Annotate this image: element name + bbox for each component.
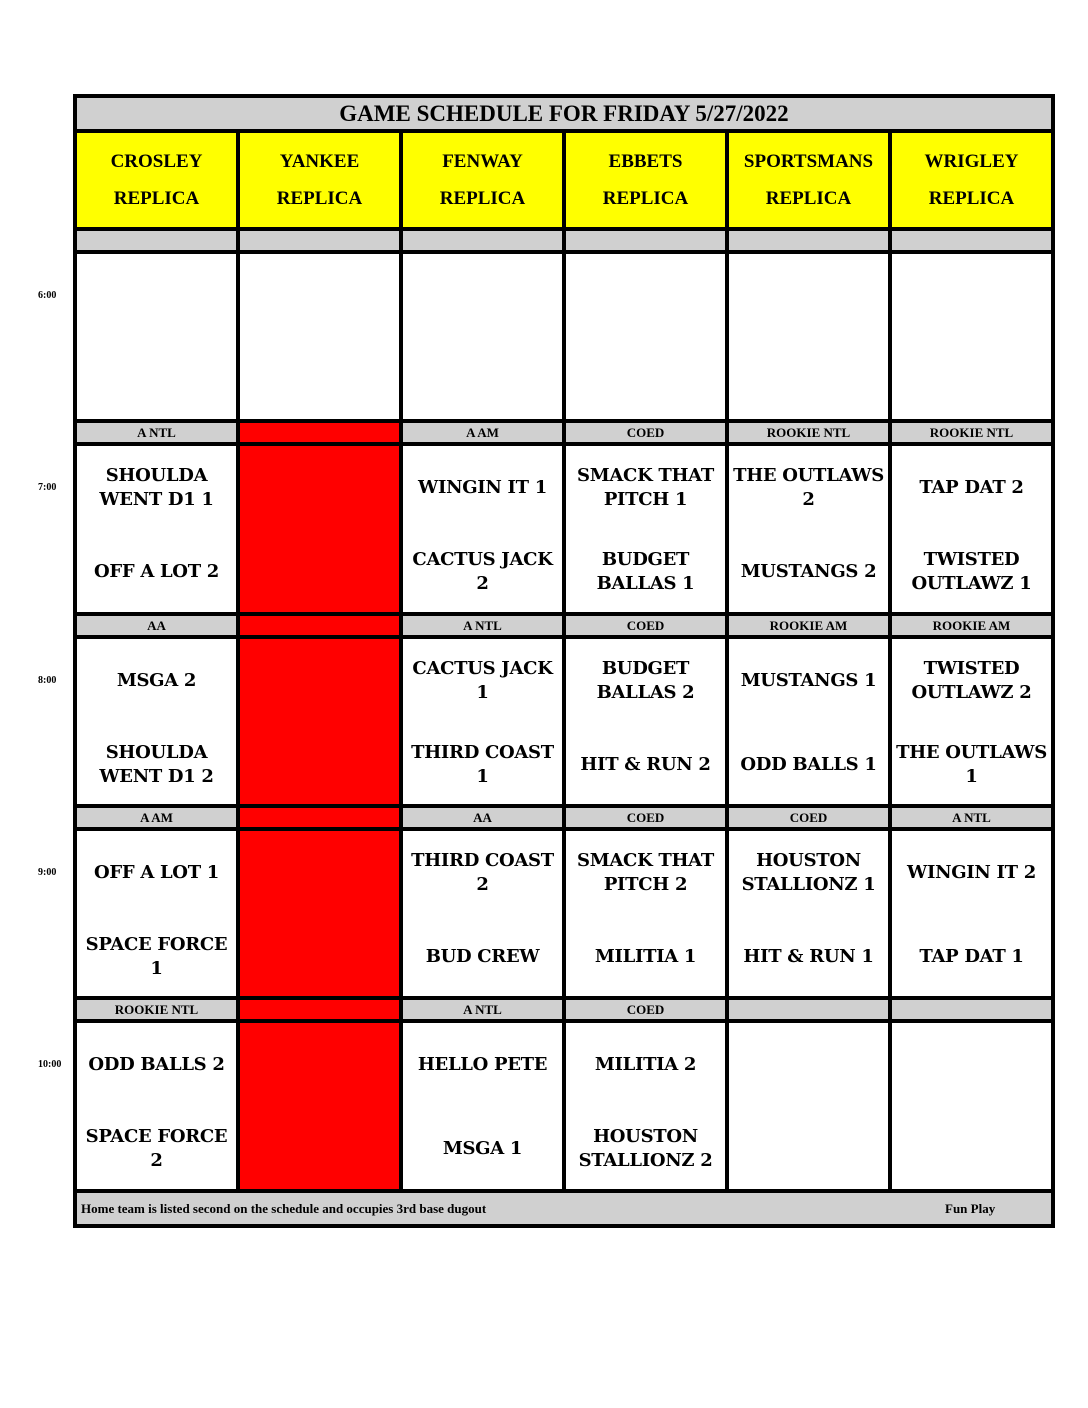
division-band [75,998,238,1021]
division-label: AA [473,809,492,825]
home-team: BUDGET BALLAS 1 [596,549,695,594]
home-team: OFF A LOT 2 [94,561,219,582]
division-band [564,229,727,252]
away-team: TWISTED OUTLAWZ 2 [911,658,1032,703]
division-band [401,229,564,252]
division-band [238,229,401,252]
game-cell[interactable] [401,829,564,998]
field-header-sportsmans [727,131,890,229]
division-band [401,998,564,1021]
game-cell[interactable] [564,444,727,614]
away-team: HELLO PETE [417,1054,548,1075]
game-cell[interactable] [75,829,238,998]
game-cell[interactable] [727,444,890,614]
division-label: COED [789,809,828,825]
field-subname: REPLICA [602,187,689,209]
division-band [401,614,564,637]
home-team: MILITIA 1 [594,946,697,967]
game-cell[interactable] [564,252,727,421]
division-label: A NTL [137,424,176,440]
home-team: HIT & RUN 2 [580,754,711,775]
division-label: A NTL [463,617,502,633]
division-label: COED [626,1001,665,1017]
home-team: HIT & RUN 1 [743,946,874,967]
division-band [727,998,890,1021]
division-band [890,614,1053,637]
closed-field-cell [238,637,401,806]
division-band [238,998,401,1021]
away-team: MILITIA 2 [594,1054,697,1075]
division-band [401,806,564,829]
division-band [75,229,238,252]
field-name: YANKEE [279,150,360,172]
field-name: CROSLEY [110,150,203,172]
division-band [727,229,890,252]
division-band [564,998,727,1021]
division-band [401,421,564,444]
away-team: SMACK THAT PITCH 2 [577,850,714,895]
division-band [564,806,727,829]
division-band [727,806,890,829]
game-cell[interactable] [75,637,238,806]
home-team: MSGA 1 [442,1138,523,1159]
game-cell[interactable] [890,637,1053,806]
away-team: THE OUTLAWS 2 [733,465,884,510]
schedule-title-text: GAME SCHEDULE FOR FRIDAY 5/27/2022 [339,100,789,126]
game-cell[interactable] [890,444,1053,614]
division-band [75,614,238,637]
home-team: BUD CREW [425,946,540,967]
game-cell[interactable] [75,1021,238,1191]
game-cell[interactable] [564,829,727,998]
field-header-crosley [75,131,238,229]
field-name: FENWAY [442,150,523,172]
game-cell[interactable] [401,252,564,421]
division-band [238,421,401,444]
game-cell[interactable] [401,1021,564,1191]
division-label: AA [147,617,166,633]
division-band [727,421,890,444]
division-label: ROOKIE NTL [766,424,851,440]
closed-field-cell [238,444,401,614]
game-cell[interactable] [727,1021,890,1191]
away-team: MUSTANGS 1 [740,670,877,691]
footer-fun-play: Fun Play [945,1200,996,1216]
division-label: COED [626,809,665,825]
division-label: A AM [140,809,173,825]
home-team: THIRD COAST 1 [411,742,554,787]
game-cell[interactable] [401,637,564,806]
field-header-wrigley [890,131,1053,229]
away-team: HOUSTON STALLIONZ 1 [741,850,876,895]
game-cell[interactable] [727,637,890,806]
division-band [890,229,1053,252]
division-band [727,614,890,637]
footer-note: Home team is listed second on the schedule and occupies 3rd base dugout [81,1200,487,1216]
closed-field-cell [238,829,401,998]
game-cell[interactable] [727,829,890,998]
division-label: COED [626,617,665,633]
field-name: EBBETS [608,150,683,172]
game-cell[interactable] [401,444,564,614]
home-team: CACTUS JACK 2 [412,549,553,594]
division-label: ROOKIE AM [769,617,848,633]
away-team: WINGIN IT 2 [907,862,1036,883]
time-label: 7:00 [38,482,57,493]
game-cell[interactable] [564,1021,727,1191]
game-cell[interactable] [75,444,238,614]
schedule-title [75,96,1053,131]
field-subname: REPLICA [276,187,363,209]
home-team: TWISTED OUTLAWZ 1 [911,549,1032,594]
field-header-yankee [238,131,401,229]
schedule-footer [75,1191,1053,1226]
division-band [238,614,401,637]
away-team: SHOULDA WENT D1 1 [99,465,214,510]
game-cell[interactable] [75,252,238,421]
away-team: SMACK THAT PITCH 1 [577,465,714,510]
field-name: WRIGLEY [924,150,1019,172]
field-name: SPORTSMANS [743,150,874,172]
game-cell[interactable] [890,252,1053,421]
game-cell[interactable] [890,829,1053,998]
game-cell[interactable] [727,252,890,421]
home-team: MUSTANGS 2 [740,561,877,582]
field-subname: REPLICA [928,187,1015,209]
game-cell[interactable] [238,252,401,421]
closed-field-cell [238,1021,401,1191]
game-cell[interactable] [564,637,727,806]
division-label: ROOKIE AM [932,617,1011,633]
field-subname: REPLICA [765,187,852,209]
division-band [564,421,727,444]
away-team: OFF A LOT 1 [94,862,219,883]
game-cell[interactable] [890,1021,1053,1191]
home-team: HOUSTON STALLIONZ 2 [578,1126,713,1171]
home-team: SPACE FORCE 2 [85,1126,228,1171]
division-label: ROOKIE NTL [114,1001,199,1017]
away-team: BUDGET BALLAS 2 [596,658,695,703]
home-team: SPACE FORCE 1 [85,934,228,979]
division-label: COED [626,424,665,440]
away-team: TAP DAT 2 [919,477,1024,498]
field-header-fenway [401,131,564,229]
field-subname: REPLICA [439,187,526,209]
time-label: 8:00 [38,675,57,686]
away-team: WINGIN IT 1 [418,477,547,498]
time-label: 9:00 [38,867,57,878]
time-label: 6:00 [38,290,57,301]
division-label: ROOKIE NTL [929,424,1014,440]
away-team: ODD BALLS 2 [88,1054,225,1075]
division-band [238,806,401,829]
home-team: SHOULDA WENT D1 2 [99,742,214,787]
home-team: TAP DAT 1 [919,946,1024,967]
division-band [75,806,238,829]
division-label: A NTL [463,1001,502,1017]
division-band [75,421,238,444]
away-team: MSGA 2 [116,670,197,691]
away-team: CACTUS JACK 1 [412,658,553,703]
division-label: A NTL [952,809,991,825]
division-band [890,998,1053,1021]
division-band [564,614,727,637]
time-label: 10:00 [38,1059,62,1070]
division-band [890,806,1053,829]
field-header-ebbets [564,131,727,229]
home-team: ODD BALLS 1 [740,754,877,775]
division-label: A AM [466,424,499,440]
division-band [890,421,1053,444]
home-team: THE OUTLAWS 1 [896,742,1047,787]
field-subname: REPLICA [113,187,200,209]
away-team: THIRD COAST 2 [411,850,554,895]
